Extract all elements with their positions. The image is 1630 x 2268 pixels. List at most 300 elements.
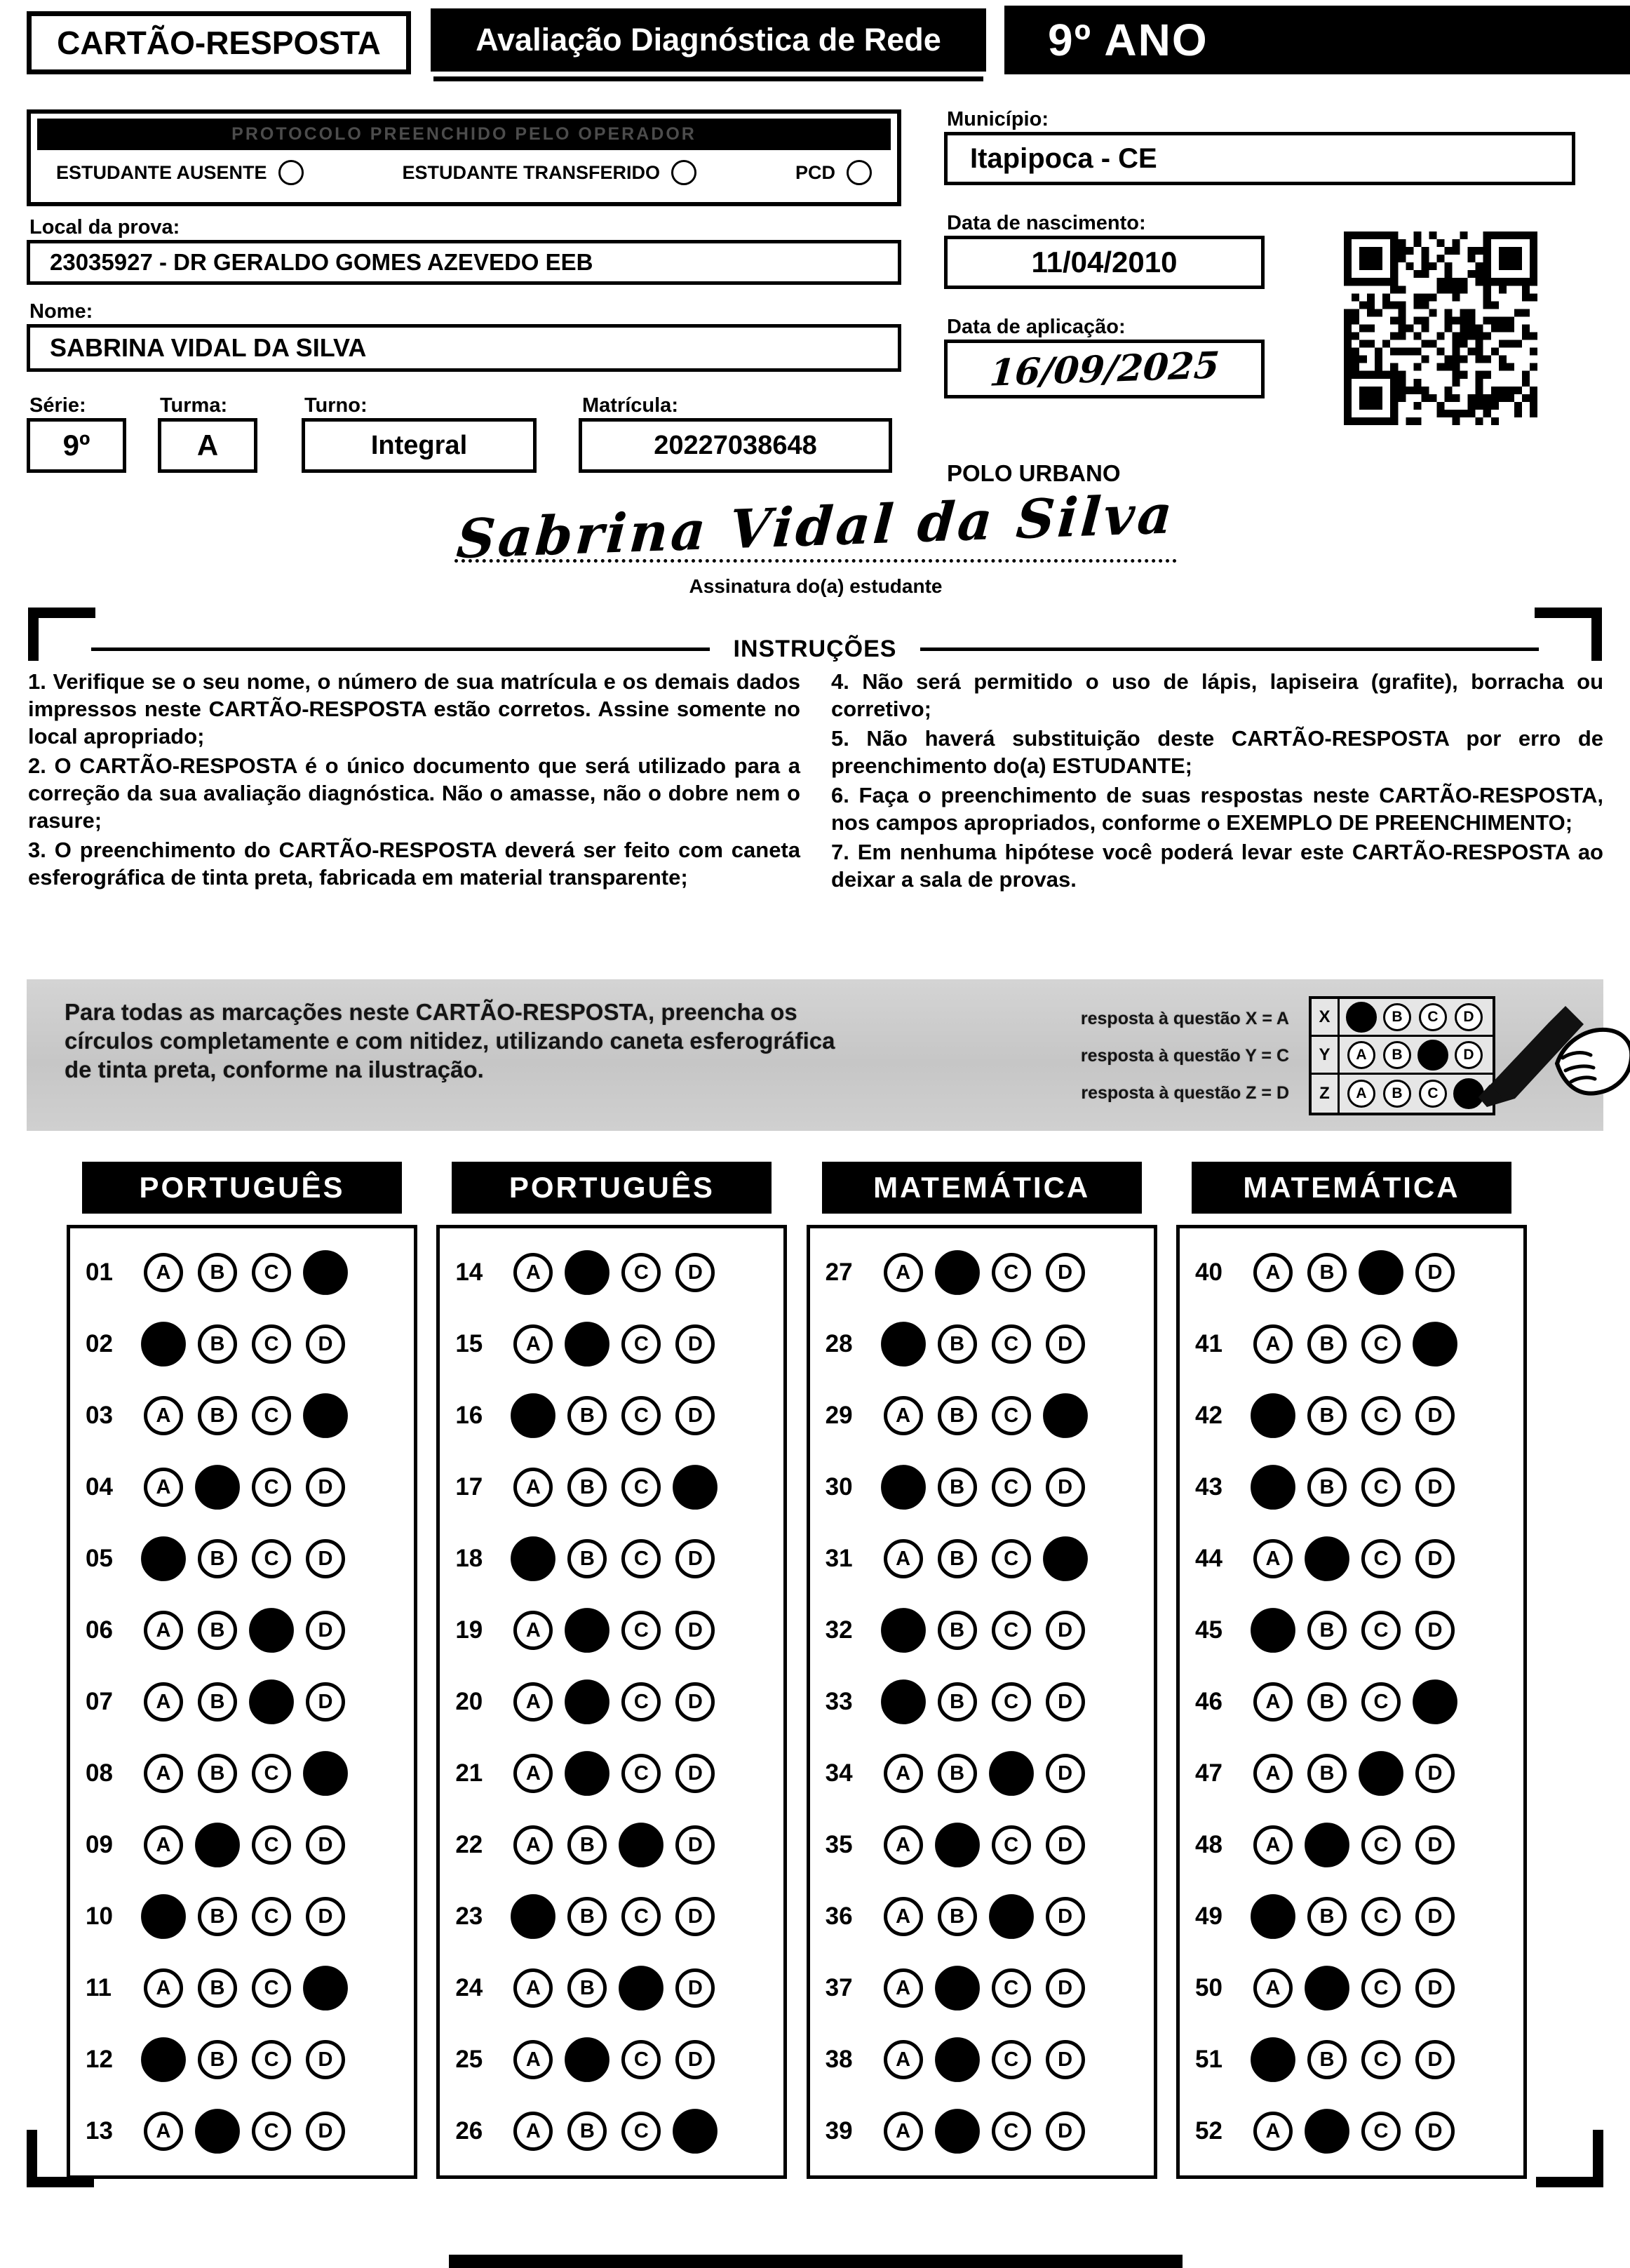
bubble-d[interactable]: D — [1415, 1468, 1455, 1507]
bubble-c[interactable]: C — [621, 1611, 661, 1650]
bubble-a[interactable] — [141, 1894, 186, 1939]
bubble-a[interactable] — [881, 1465, 926, 1510]
bubble-a[interactable] — [1251, 1894, 1295, 1939]
card-title: CARTÃO-RESPOSTA — [27, 11, 411, 74]
answer-column — [807, 1162, 1157, 2179]
question-number: 42 — [1194, 1402, 1222, 1429]
question-number: 25 — [455, 2046, 483, 2073]
bubble-c[interactable]: C — [992, 1825, 1031, 1865]
bubble-a[interactable]: A — [513, 1253, 553, 1292]
instruction-item: 5. Não haverá substituição deste CARTÃO-RESPOSTA por erro de preenchimento do(a) ESTUDANTE; — [831, 726, 1603, 778]
bubble-b[interactable]: B — [567, 1897, 607, 1936]
question-number: 21 — [455, 1759, 483, 1787]
example-bubble-b: B — [1383, 1003, 1411, 1031]
bubble-c[interactable]: C — [621, 1897, 661, 1936]
question-row — [1188, 1666, 1518, 1738]
example-bubble-a: A — [1347, 1080, 1375, 1108]
bubble-c[interactable]: C — [1361, 1539, 1401, 1578]
question-row — [819, 1308, 1148, 1380]
bubble-c[interactable] — [249, 1679, 294, 1724]
bubble-d[interactable] — [673, 1465, 718, 1510]
bubble-a[interactable]: A — [513, 1682, 553, 1722]
bubble-b[interactable] — [935, 2109, 980, 2154]
bubble-d[interactable] — [303, 1393, 348, 1438]
bubble-c[interactable]: C — [992, 1539, 1031, 1578]
bubble-c[interactable]: C — [1361, 1396, 1401, 1435]
bubble-a[interactable] — [511, 1393, 555, 1438]
bubble-b[interactable] — [1305, 1536, 1349, 1581]
bubble-b[interactable] — [565, 1751, 609, 1796]
bubble-a[interactable] — [141, 2037, 186, 2082]
question-number: 44 — [1194, 1545, 1222, 1572]
bubble-b[interactable]: B — [938, 1324, 977, 1364]
example-row-label: Z — [1312, 1075, 1340, 1113]
bubble-b[interactable] — [195, 1465, 240, 1510]
question-row — [1188, 1451, 1518, 1523]
bubble-c[interactable] — [1359, 1250, 1403, 1295]
bubble-d[interactable] — [1043, 1536, 1088, 1581]
bubble-a[interactable]: A — [144, 1611, 183, 1650]
bubble-a[interactable]: A — [144, 1825, 183, 1865]
bubble-d[interactable]: D — [1046, 1468, 1085, 1507]
question-number: 02 — [86, 1330, 113, 1357]
bubble-d[interactable]: D — [306, 2112, 345, 2151]
bubble-b[interactable]: B — [198, 2040, 237, 2079]
bubble-c[interactable]: C — [621, 1324, 661, 1364]
bubble-b[interactable]: B — [567, 1396, 607, 1435]
bubble-c[interactable]: C — [992, 1468, 1031, 1507]
bubble-c[interactable] — [619, 1966, 664, 2011]
question-row — [819, 1380, 1148, 1451]
example-text: Para todas as marcações neste CARTÃO-RESPOSTA, preencha os círculos completamente e com nitidez, utilizando caneta esferográfica de tinta preta, conforme na ilustração. — [65, 999, 835, 1082]
bubble-b[interactable] — [565, 1679, 609, 1724]
question-row — [79, 1952, 408, 2024]
subject-header: MATEMÁTICA — [822, 1162, 1142, 1214]
question-row — [819, 1451, 1148, 1523]
bubble-b[interactable] — [565, 1250, 609, 1295]
bubble-c[interactable]: C — [992, 1324, 1031, 1364]
bubble-d[interactable]: D — [1415, 1897, 1455, 1936]
bubble-b[interactable]: B — [198, 1754, 237, 1793]
bubble-b[interactable] — [935, 1250, 980, 1295]
bubble-a[interactable]: A — [144, 1253, 183, 1292]
bubble-b[interactable]: B — [198, 1253, 237, 1292]
bubble-c[interactable]: C — [1361, 2040, 1401, 2079]
bubble-a[interactable] — [141, 1322, 186, 1367]
bubble-a[interactable]: A — [144, 1682, 183, 1722]
bubble-d[interactable]: D — [675, 1396, 715, 1435]
bubble-d[interactable] — [1413, 1322, 1457, 1367]
bubble-c[interactable] — [249, 1608, 294, 1653]
question-number: 08 — [86, 1759, 113, 1787]
bubble-a[interactable]: A — [513, 1968, 553, 2008]
municipio-label: Município: — [947, 108, 1049, 130]
question-number: 50 — [1194, 1974, 1222, 2001]
question-number: 13 — [86, 2117, 113, 2145]
bubble-c[interactable]: C — [621, 2112, 661, 2151]
question-number: 52 — [1194, 2117, 1222, 2145]
bubble-c[interactable] — [989, 1751, 1034, 1796]
question-number: 49 — [1194, 1903, 1222, 1930]
bubble-c[interactable]: C — [621, 1396, 661, 1435]
bubble-a[interactable]: A — [144, 1396, 183, 1435]
bubble-d[interactable]: D — [1046, 1611, 1085, 1650]
instruction-item: 7. Em nenhuma hipótese você poderá levar este CARTÃO-RESPOSTA ao deixar a sala de provas. — [831, 840, 1603, 892]
bubble-a[interactable] — [881, 1322, 926, 1367]
nome-field: SABRINA VIDAL DA SILVA — [27, 324, 901, 372]
bubble-a[interactable]: A — [1253, 1754, 1293, 1793]
bubble-a[interactable]: A — [884, 2040, 923, 2079]
question-row — [79, 1451, 408, 1523]
bubble-a[interactable]: A — [144, 2112, 183, 2151]
answer-box — [807, 1225, 1157, 2179]
bubble-c[interactable]: C — [252, 1897, 291, 1936]
bubble-a[interactable]: A — [884, 1825, 923, 1865]
bubble-b[interactable]: B — [1307, 1897, 1347, 1936]
bubble-b[interactable] — [935, 1966, 980, 2011]
divider-line — [91, 647, 710, 651]
instructions-left — [28, 668, 800, 895]
bubble-c[interactable]: C — [1361, 1468, 1401, 1507]
bubble-b[interactable]: B — [198, 1324, 237, 1364]
bubble-b[interactable]: B — [938, 1539, 977, 1578]
question-row — [448, 1380, 778, 1451]
instructions-body — [28, 668, 1603, 895]
bubble-d[interactable]: D — [675, 1968, 715, 2008]
answer-column — [436, 1162, 787, 2179]
bubble-a[interactable]: A — [884, 2112, 923, 2151]
question-row — [819, 1523, 1148, 1595]
checkbox-label: ESTUDANTE TRANSFERIDO — [402, 161, 661, 183]
bubble-c[interactable]: C — [621, 1253, 661, 1292]
bubble-b[interactable]: B — [198, 1968, 237, 2008]
bubble-b[interactable] — [195, 2109, 240, 2154]
bubble-d[interactable]: D — [675, 1539, 715, 1578]
bubble-a[interactable]: A — [884, 1396, 923, 1435]
question-row — [79, 1595, 408, 1666]
local-field: 23035927 - DR GERALDO GOMES AZEVEDO EEB — [27, 240, 901, 285]
bubble-d[interactable]: D — [306, 2040, 345, 2079]
question-number: 40 — [1194, 1259, 1222, 1286]
bubble-c[interactable]: C — [992, 1396, 1031, 1435]
bubble-a[interactable] — [1251, 1608, 1295, 1653]
bubble-c[interactable] — [989, 1894, 1034, 1939]
bubble-b[interactable]: B — [1307, 1754, 1347, 1793]
bubble-d[interactable]: D — [1415, 2040, 1455, 2079]
question-number: 34 — [825, 1759, 853, 1787]
question-row — [1188, 1523, 1518, 1595]
question-number: 48 — [1194, 1831, 1222, 1858]
bubble-d[interactable]: D — [1046, 2040, 1085, 2079]
signature-line[interactable] — [454, 482, 1177, 571]
instructions-right — [831, 668, 1603, 895]
bubble-c[interactable]: C — [252, 1968, 291, 2008]
bubble-a[interactable]: A — [1253, 2112, 1293, 2151]
bubble-d[interactable]: D — [1046, 1897, 1085, 1936]
question-number: 11 — [86, 1974, 112, 2001]
question-number: 06 — [86, 1616, 113, 1644]
bubble-b[interactable] — [195, 1823, 240, 1867]
bubble-a[interactable]: A — [144, 1968, 183, 2008]
bubble-d[interactable]: D — [1046, 2112, 1085, 2151]
bubble-c[interactable]: C — [621, 2040, 661, 2079]
bubble-c[interactable]: C — [252, 1468, 291, 1507]
bubble-a[interactable]: A — [884, 1897, 923, 1936]
bubble-b[interactable]: B — [567, 1968, 607, 2008]
bubble-d[interactable] — [303, 1250, 348, 1295]
bubble-b[interactable]: B — [1307, 1253, 1347, 1292]
bubble-d[interactable]: D — [675, 2040, 715, 2079]
bubble-a[interactable]: A — [1253, 1682, 1293, 1722]
bubble-c[interactable]: C — [1361, 1968, 1401, 2008]
question-row — [1188, 1738, 1518, 1809]
bubble-b[interactable]: B — [198, 1396, 237, 1435]
bubble-b[interactable] — [935, 2037, 980, 2082]
bubble-d[interactable]: D — [675, 1754, 715, 1793]
bubble-c[interactable]: C — [1361, 1611, 1401, 1650]
bubble-c[interactable]: C — [992, 2112, 1031, 2151]
bubble-a[interactable]: A — [1253, 1968, 1293, 2008]
bubble-a[interactable] — [511, 1536, 555, 1581]
question-number: 07 — [86, 1688, 113, 1715]
bubble-b[interactable]: B — [938, 1611, 977, 1650]
answer-box — [1176, 1225, 1527, 2179]
bubble-d[interactable]: D — [306, 1539, 345, 1578]
bubble-d[interactable] — [303, 1966, 348, 2011]
bubble-d[interactable]: D — [1046, 1682, 1085, 1722]
bubble-b[interactable]: B — [938, 1396, 977, 1435]
bubble-c[interactable]: C — [992, 1611, 1031, 1650]
operator-box — [27, 109, 901, 206]
nascimento-label: Data de nascimento: — [947, 212, 1146, 234]
bubble-c[interactable]: C — [252, 1825, 291, 1865]
bubble-b[interactable]: B — [938, 1754, 977, 1793]
bubble-a[interactable] — [881, 1679, 926, 1724]
legend-line: resposta à questão X = A — [1080, 1009, 1289, 1028]
bubble-b[interactable] — [1305, 2109, 1349, 2154]
bubble-a[interactable]: A — [1253, 1324, 1293, 1364]
signature-handwritten: Sabrina Vidal da Silva — [454, 482, 1177, 571]
bubble-b[interactable]: B — [567, 1825, 607, 1865]
bubble-d[interactable]: D — [1046, 1253, 1085, 1292]
bubble-b[interactable] — [565, 1322, 609, 1367]
bubble-b[interactable] — [935, 1823, 980, 1867]
turma-label: Turma: — [160, 394, 228, 417]
question-row — [79, 1881, 408, 1952]
bubble-a[interactable] — [141, 1536, 186, 1581]
bubble-d[interactable]: D — [1415, 1253, 1455, 1292]
question-row — [1188, 1308, 1518, 1380]
question-number: 05 — [86, 1545, 113, 1572]
question-number: 45 — [1194, 1616, 1222, 1644]
question-number: 30 — [825, 1473, 853, 1501]
bubble-c[interactable]: C — [992, 1968, 1031, 2008]
bubble-c[interactable]: C — [621, 1682, 661, 1722]
bubble-d[interactable]: D — [675, 1825, 715, 1865]
question-row — [448, 1952, 778, 2024]
nascimento-field: 11/04/2010 — [944, 236, 1265, 289]
checkbox-circle[interactable] — [847, 160, 872, 185]
bubble-c[interactable]: C — [992, 1682, 1031, 1722]
question-row — [79, 1308, 408, 1380]
bubble-b[interactable] — [565, 2037, 609, 2082]
bubble-b[interactable]: B — [1307, 1324, 1347, 1364]
bubble-d[interactable]: D — [1046, 1754, 1085, 1793]
bubble-d[interactable]: D — [1415, 1754, 1455, 1793]
bubble-c[interactable]: C — [1361, 2112, 1401, 2151]
matricula-field: 20227038648 — [579, 418, 892, 473]
bubble-d[interactable]: D — [306, 1682, 345, 1722]
bubble-a[interactable]: A — [884, 1253, 923, 1292]
question-number: 16 — [455, 1402, 483, 1429]
bubble-c[interactable]: C — [252, 1754, 291, 1793]
bubble-b[interactable] — [1305, 1823, 1349, 1867]
bubble-c[interactable]: C — [1361, 1825, 1401, 1865]
bubble-c[interactable]: C — [252, 2112, 291, 2151]
bubble-d[interactable]: D — [306, 1611, 345, 1650]
bubble-d[interactable]: D — [306, 1897, 345, 1936]
bubble-b[interactable]: B — [938, 1468, 977, 1507]
bubble-c[interactable]: C — [992, 2040, 1031, 2079]
bubble-d[interactable]: D — [1415, 1396, 1455, 1435]
bubble-d[interactable] — [673, 2109, 718, 2154]
question-number: 39 — [825, 2117, 853, 2145]
bubble-a[interactable] — [1251, 1393, 1295, 1438]
bubble-d[interactable]: D — [306, 1825, 345, 1865]
bubble-c[interactable] — [1359, 1751, 1403, 1796]
bubble-a[interactable]: A — [1253, 1825, 1293, 1865]
instruction-item: 6. Faça o preenchimento de suas respostas neste CARTÃO-RESPOSTA, nos campos apropriados, conforme o EXEMPLO DE PREENCHIMENTO; — [831, 783, 1603, 835]
bubble-a[interactable]: A — [144, 1754, 183, 1793]
bubble-a[interactable]: A — [144, 1468, 183, 1507]
checkbox-circle[interactable] — [671, 160, 696, 185]
bubble-a[interactable]: A — [513, 1324, 553, 1364]
example-bubble-c — [1417, 1040, 1448, 1071]
bubble-a[interactable]: A — [513, 1468, 553, 1507]
bubble-a[interactable]: A — [884, 1539, 923, 1578]
bubble-d[interactable]: D — [306, 1468, 345, 1507]
question-row — [448, 1738, 778, 1809]
nome-label: Nome: — [29, 300, 93, 323]
bubble-d[interactable]: D — [1415, 1611, 1455, 1650]
bubble-b[interactable]: B — [1307, 1611, 1347, 1650]
bubble-d[interactable] — [303, 1751, 348, 1796]
turno-label: Turno: — [304, 394, 368, 417]
bubble-a[interactable] — [511, 1894, 555, 1939]
bubble-b[interactable]: B — [198, 1897, 237, 1936]
bubble-c[interactable]: C — [1361, 1324, 1401, 1364]
bubble-d[interactable]: D — [1415, 1539, 1455, 1578]
bubble-a[interactable]: A — [513, 2112, 553, 2151]
bubble-d[interactable] — [1043, 1393, 1088, 1438]
bubble-b[interactable]: B — [198, 1539, 237, 1578]
bubble-c[interactable]: C — [992, 1253, 1031, 1292]
bubble-a[interactable]: A — [513, 1611, 553, 1650]
bubble-a[interactable]: A — [1253, 1539, 1293, 1578]
bubble-d[interactable]: D — [675, 1611, 715, 1650]
bubble-a[interactable]: A — [884, 1754, 923, 1793]
bubble-d[interactable]: D — [675, 1897, 715, 1936]
question-row — [819, 1237, 1148, 1308]
bubble-c[interactable]: C — [252, 1324, 291, 1364]
bubble-d[interactable] — [1413, 1679, 1457, 1724]
checkbox-circle[interactable] — [278, 160, 304, 185]
question-number: 51 — [1194, 2046, 1222, 2073]
bubble-d[interactable]: D — [1046, 1968, 1085, 2008]
bubble-b[interactable] — [1305, 1966, 1349, 2011]
bubble-b[interactable]: B — [567, 1468, 607, 1507]
question-row — [79, 1809, 408, 1881]
question-row — [79, 1523, 408, 1595]
bubble-b[interactable] — [565, 1608, 609, 1653]
bubble-d[interactable]: D — [306, 1324, 345, 1364]
bubble-b[interactable]: B — [1307, 1468, 1347, 1507]
legend-line: resposta à questão Y = C — [1080, 1046, 1289, 1066]
question-number: 04 — [86, 1473, 113, 1501]
bubble-b[interactable]: B — [567, 1539, 607, 1578]
bubble-d[interactable]: D — [675, 1324, 715, 1364]
checkbox-item — [795, 160, 872, 185]
bubble-b[interactable]: B — [567, 2112, 607, 2151]
bubble-d[interactable]: D — [675, 1253, 715, 1292]
question-number: 47 — [1194, 1759, 1222, 1787]
bubble-a[interactable]: A — [513, 1825, 553, 1865]
answer-column — [1176, 1162, 1527, 2179]
bubble-d[interactable]: D — [1415, 1968, 1455, 2008]
bubble-a[interactable] — [881, 1608, 926, 1653]
bubble-b[interactable]: B — [198, 1682, 237, 1722]
bubble-c[interactable]: C — [252, 2040, 291, 2079]
bubble-c[interactable]: C — [621, 1754, 661, 1793]
bubble-c[interactable]: C — [1361, 1897, 1401, 1936]
bubble-a[interactable] — [1251, 2037, 1295, 2082]
question-number: 43 — [1194, 1473, 1222, 1501]
bubble-b[interactable]: B — [1307, 1682, 1347, 1722]
bubble-c[interactable]: C — [252, 1396, 291, 1435]
bubble-d[interactable]: D — [1415, 2112, 1455, 2151]
bubble-d[interactable]: D — [1415, 1825, 1455, 1865]
bubble-c[interactable]: C — [621, 1468, 661, 1507]
bubble-a[interactable]: A — [884, 1968, 923, 2008]
example-row-label: Y — [1312, 1037, 1340, 1073]
bubble-b[interactable]: B — [1307, 2040, 1347, 2079]
polo-label: POLO URBANO — [947, 460, 1121, 486]
question-row — [819, 1881, 1148, 1952]
bubble-d[interactable]: D — [1046, 1825, 1085, 1865]
bubble-b[interactable]: B — [198, 1611, 237, 1650]
bubble-c[interactable]: C — [621, 1539, 661, 1578]
bubble-a[interactable]: A — [1253, 1253, 1293, 1292]
question-number: 15 — [455, 1330, 483, 1357]
answers-section — [67, 1162, 1527, 2179]
bubble-c[interactable] — [619, 1823, 664, 1867]
bubble-b[interactable]: B — [938, 1897, 977, 1936]
bubble-c[interactable]: C — [252, 1539, 291, 1578]
bubble-a[interactable]: A — [513, 2040, 553, 2079]
bubble-d[interactable]: D — [675, 1682, 715, 1722]
bubble-c[interactable]: C — [1361, 1682, 1401, 1722]
bubble-b[interactable]: B — [1307, 1396, 1347, 1435]
subject-header: MATEMÁTICA — [1192, 1162, 1511, 1214]
bubble-a[interactable] — [1251, 1465, 1295, 1510]
answer-column — [67, 1162, 417, 2179]
bubble-a[interactable]: A — [513, 1754, 553, 1793]
bubble-d[interactable]: D — [1046, 1324, 1085, 1364]
question-number: 19 — [455, 1616, 483, 1644]
example-bubble-b: B — [1383, 1041, 1411, 1069]
bubble-c[interactable]: C — [252, 1253, 291, 1292]
bubble-b[interactable]: B — [938, 1682, 977, 1722]
